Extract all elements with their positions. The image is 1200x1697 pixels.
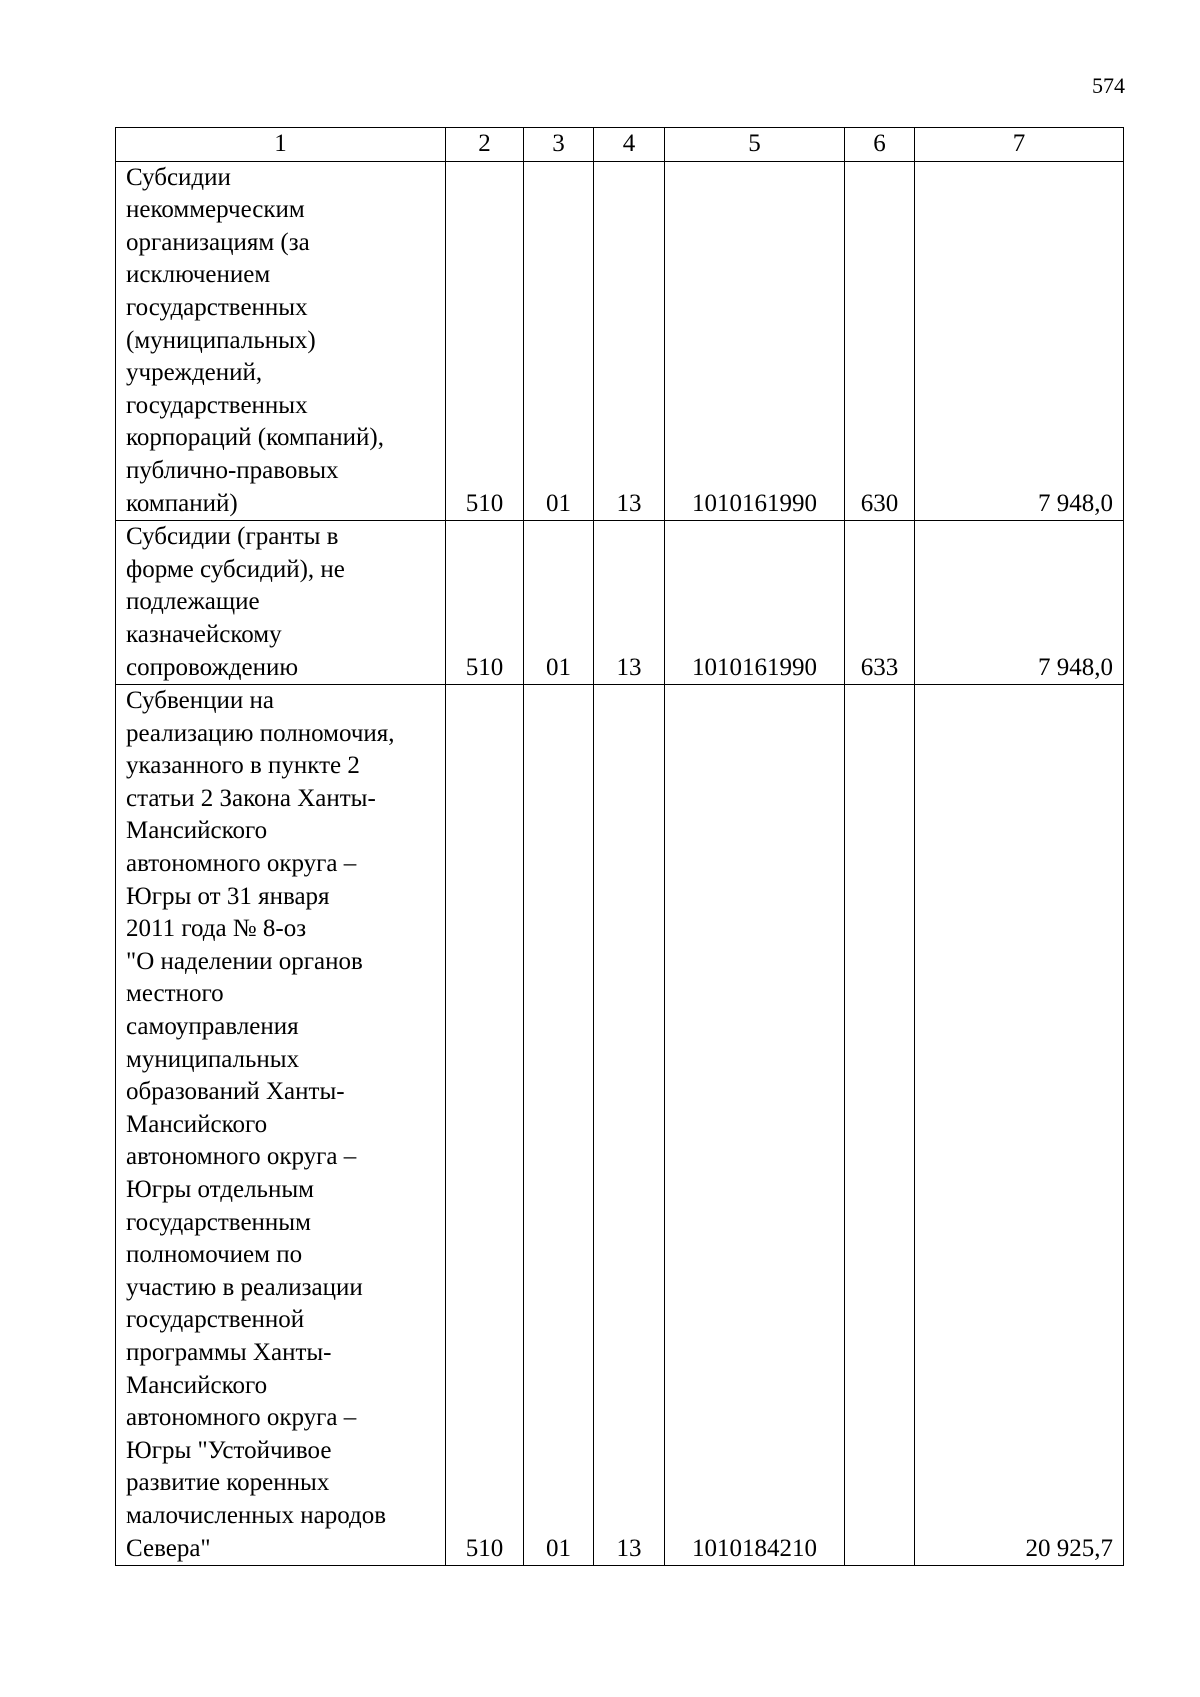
table-row <box>116 685 1124 1566</box>
amount-cell: 7 948,0 <box>915 521 1124 685</box>
admin-code-cell: 510 <box>446 521 524 685</box>
header-row <box>116 128 1124 162</box>
subsection-cell: 13 <box>594 161 665 521</box>
expense-type-cell: 630 <box>845 161 915 521</box>
expense-type-cell: 633 <box>845 521 915 685</box>
subsection-cell: 13 <box>594 685 665 1566</box>
row-name-cell: Субсидии (гранты в форме субсидий), не подлежащие казначейскому сопровождению <box>116 521 446 685</box>
row-name-cell: Субсидии некоммерческим организациям (за исключением государственных (муниципальных) учреждений, государственных корпораций (компаний), публично-правовых компаний) <box>116 161 446 521</box>
page-number: 574 <box>1092 73 1125 98</box>
target-article-cell: 1010161990 <box>665 161 845 521</box>
table-row <box>116 521 1124 685</box>
target-article-cell: 1010184210 <box>665 685 845 1566</box>
section-cell: 01 <box>524 161 594 521</box>
subsection-cell: 13 <box>594 521 665 685</box>
expense-type-cell <box>845 685 915 1566</box>
column-header-1: 1 <box>116 128 446 162</box>
column-header-6: 6 <box>845 128 915 162</box>
column-header-2: 2 <box>446 128 524 162</box>
section-cell: 01 <box>524 521 594 685</box>
column-header-5: 5 <box>665 128 845 162</box>
column-header-4: 4 <box>594 128 665 162</box>
column-header-3: 3 <box>524 128 594 162</box>
admin-code-cell: 510 <box>446 161 524 521</box>
table-row <box>116 161 1124 521</box>
section-cell: 01 <box>524 685 594 1566</box>
target-article-cell: 1010161990 <box>665 521 845 685</box>
amount-cell: 7 948,0 <box>915 161 1124 521</box>
row-name-cell: Субвенции на реализацию полномочия, указанного в пункте 2 статьи 2 Закона Ханты- Мансийского автономного округа – Югры от 31 января 2011 года № 8-оз "О наделении органов местного самоуправления муниципальных образований Ханты- Мансийского автономного округа – Югры отдельным государственным полномочием по участию в реализации государственной программы Ханты- Мансийского автономного округа – Югры "Устойчивое развитие коренных малочисленных народов Севера" <box>116 685 446 1566</box>
column-header-7: 7 <box>915 128 1124 162</box>
budget-table <box>115 127 1124 1566</box>
admin-code-cell: 510 <box>446 685 524 1566</box>
amount-cell: 20 925,7 <box>915 685 1124 1566</box>
